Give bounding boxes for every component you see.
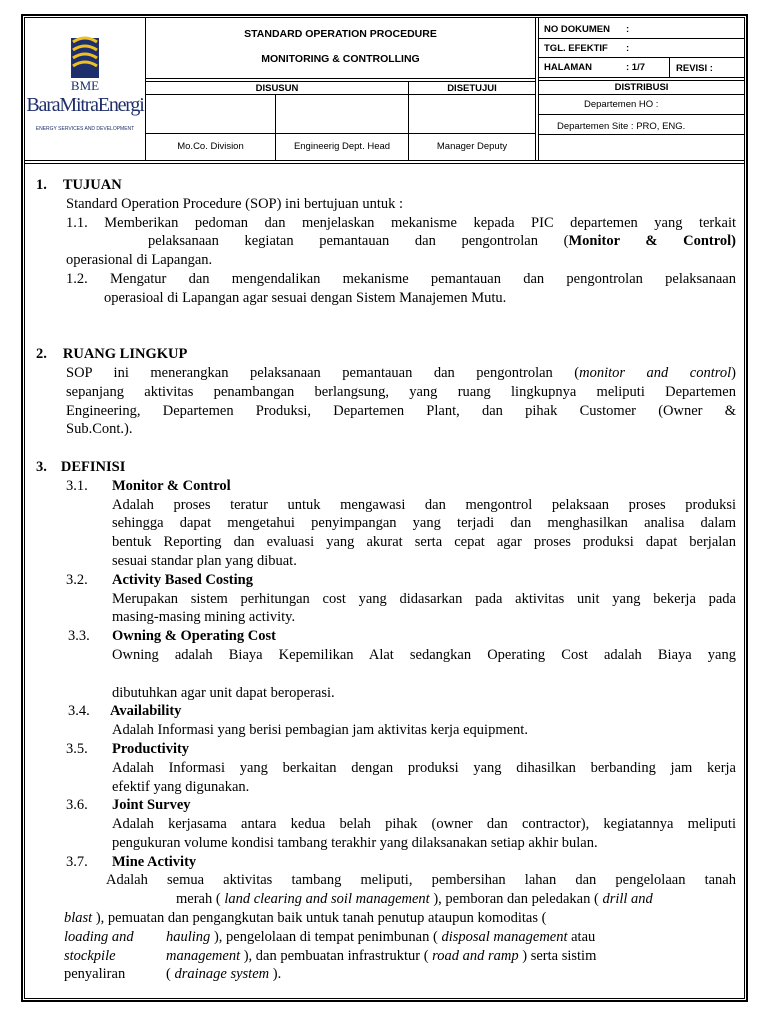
scope-line1: SOP ini menerangkan pelaksanaan pemantauan dan pengontrolan (monitor and control)	[66, 364, 736, 381]
company-logo	[26, 20, 144, 160]
dept-site: Departemen Site : PRO, ENG.	[557, 121, 686, 132]
def-3-1-line3: bentuk Reporting dan evaluasi yang akurat serta cepat agar proses produksi dapat berjalan	[112, 534, 736, 551]
def-3-4-line1: Adalah Informasi yang berisi pembagian jam aktivitas kerja equipment.	[112, 722, 528, 739]
def-3-3-line2: dibutuhkan agar unit dapat beroperasi.	[112, 684, 335, 701]
def-3-2-heading: 3.2. Activity Based Costing	[66, 571, 253, 588]
item-1-2-line1: 1.2. Mengatur dan mengendalikan mekanisme pemantauan dan pengontrolan pelaksanaan	[66, 270, 736, 287]
halaman-value: : 1/7	[626, 62, 646, 73]
def-3-1-heading: 3.1. Monitor & Control	[66, 477, 231, 494]
doc-title-line2: MONITORING & CONTROLLING	[261, 53, 420, 65]
tgl-efektif-value: :	[626, 43, 630, 54]
item-1-1-line2: pelaksanaan kegiatan pemantauan dan pengontrolan (Monitor & Control)	[148, 233, 736, 250]
scope-line4: Sub.Cont.).	[66, 421, 133, 438]
section-2-heading: 2. RUANG LINGKUP	[36, 346, 188, 363]
def-3-1-line1: Adalah proses teratur untuk mengawasi dan mengontrol pelaksaan proses produksi	[112, 496, 736, 513]
scope-line3: Engineering, Departemen Produksi, Departemen Plant, dan pihak Customer (Owner &	[66, 402, 736, 419]
logo-tagline: ENERGY SERVICES AND DEVELOPMENT	[35, 126, 135, 132]
item-1-1-line3: operasional di Lapangan.	[66, 252, 213, 269]
scope-line2: sepanjang aktivitas penambangan berlangsung, yang ruang lingkupnya meliputi Departemen	[66, 383, 736, 400]
document-body	[36, 176, 736, 984]
item-1-1-line1: 1.1. Memberikan pedoman dan menjelaskan mekanisme kepada PIC departemen yang terkait	[66, 214, 736, 231]
def-3-1-line2: sehingga dapat mengetahui penyimpangan yang terjadi dan menghasilkan analisa dalam	[112, 515, 736, 532]
halaman-label: HALAMAN	[544, 62, 593, 73]
disetujui-label: DISETUJUI	[447, 83, 497, 94]
def-3-2-line2: masing-masing mining activity.	[112, 609, 296, 626]
def-3-6-line1: Adalah kerjasama antara kedua belah pihak (owner dan contractor), kegiatannya meliputi	[112, 816, 736, 833]
def-3-6-heading: 3.6. Joint Survey	[66, 797, 191, 814]
def-3-7-line2: merah ( land clearing and soil management ), pemboran dan peledakan ( drill and	[176, 891, 653, 908]
logo-initials: BME	[70, 78, 100, 93]
def-3-6-line2: pengukuran volume kondisi tambang terakhir yang dilaksanakan setiap akhir bulan.	[112, 834, 598, 851]
dept-ho: Departemen HO :	[584, 99, 659, 110]
def-3-3-heading: 3.3. Owning & Operating Cost	[68, 628, 276, 645]
def-3-3-line1: Owning adalah Biaya Kepemilikan Alat sedangkan Operating Cost adalah Biaya yang	[112, 646, 736, 663]
def-3-7-line6: penyaliran ( drainage system ).	[64, 966, 282, 983]
def-3-5-heading: 3.5. Productivity	[66, 740, 190, 757]
def-3-5-line2: efektif yang digunakan.	[112, 778, 250, 795]
def-3-4-heading: 3.4. Availability	[68, 703, 182, 720]
tgl-efektif-label: TGL. EFEKTIF	[544, 43, 608, 54]
def-3-1-line4: sesuai standar plan yang dibuat.	[112, 552, 297, 569]
def-3-2-line1: Merupakan sistem perhitungan cost yang didasarkan pada aktivitas unit yang bekerja pada	[112, 590, 736, 607]
def-3-7-line1: Adalah semua aktivitas tambang meliputi, pembersihan lahan dan pengelolaan tanah	[106, 872, 736, 889]
revisi-label: REVISI :	[676, 63, 713, 74]
section-3-heading: 3. DEFINISI	[36, 458, 126, 475]
def-3-7-line3: blast ), pemuatan dan pengangkutan baik untuk tanah penutup ataupun komoditas (	[64, 910, 547, 927]
def-3-7-heading: 3.7. Mine Activity	[66, 853, 197, 870]
item-1-2-line2: operasioal di Lapangan agar sesuai dengan Sistem Manajemen Mutu.	[104, 289, 507, 306]
disusun-label: DISUSUN	[255, 83, 299, 94]
section-1-intro: Standard Operation Procedure (SOP) ini bertujuan untuk :	[66, 195, 404, 212]
no-dokumen-label: NO DOKUMEN	[544, 24, 610, 35]
def-3-7-line4: loading and hauling ), pengelolaan di tempat penimbunan ( disposal management atau	[64, 928, 596, 945]
no-dokumen-value: :	[626, 24, 630, 35]
logo-name: BaraMitraEnergi	[26, 94, 144, 116]
signer-manager-deputy: Manager Deputy	[436, 141, 508, 152]
section-1-heading: 1. TUJUAN	[36, 177, 122, 193]
signer-engineering-head: Engineerig Dept. Head	[293, 141, 391, 152]
def-3-5-line1: Adalah Informasi yang berkaitan dengan produksi yang dihasilkan berbanding jam kerja	[112, 759, 736, 776]
distribusi-label: DISTRIBUSI	[614, 82, 669, 93]
signer-mo-co-division: Mo.Co. Division	[177, 141, 244, 152]
doc-title-line1: STANDARD OPERATION PROCEDURE	[244, 28, 437, 40]
def-3-7-line5: stockpile management ), dan pembuatan infrastruktur ( road and ramp ) serta sistim	[64, 947, 597, 964]
